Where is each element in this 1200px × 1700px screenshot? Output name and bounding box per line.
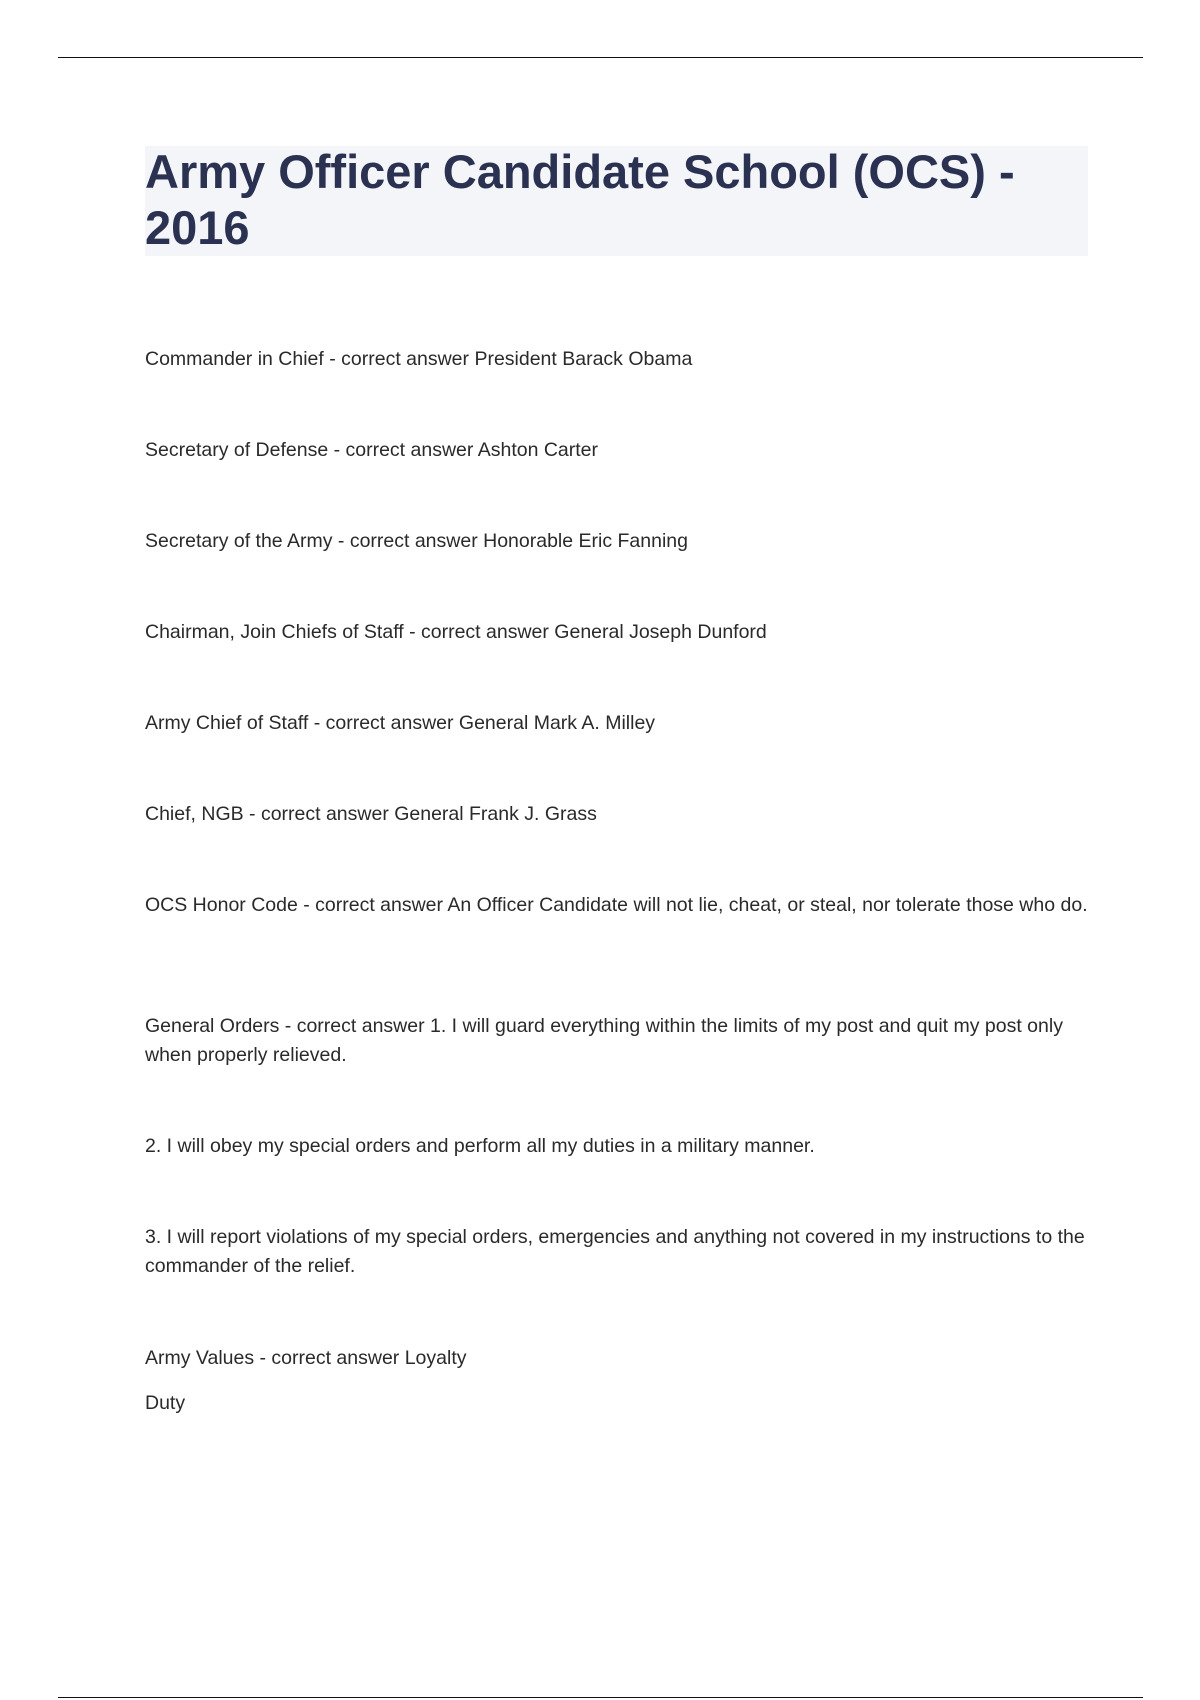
army-value-duty: Duty xyxy=(145,1392,186,1414)
qa-entry-army-values: Army Values - correct answer Loyalty xyxy=(145,1347,467,1369)
qa-entry-ocs-honor-code: OCS Honor Code - correct answer An Officer Candidate will not lie, cheat, or steal, nor tolerate those who do. xyxy=(145,894,1088,916)
qa-entry-secretary-of-the-army: Secretary of the Army - correct answer Honorable Eric Fanning xyxy=(145,530,688,552)
qa-entry-chief-ngb: Chief, NGB - correct answer General Frank J. Grass xyxy=(145,803,597,825)
document-title: Army Officer Candidate School (OCS) - 2016 xyxy=(145,145,1015,254)
general-order-2: 2. I will obey my special orders and perform all my duties in a military manner. xyxy=(145,1135,815,1157)
qa-entry-secretary-of-defense: Secretary of Defense - correct answer Ashton Carter xyxy=(145,439,599,461)
qa-entry-general-orders: General Orders - correct answer 1. I will guard everything within the limits of my post and quit my post only when properly relieved. xyxy=(145,1015,1063,1066)
general-order-3: 3. I will report violations of my special orders, emergencies and anything not covered in my instructions to the commander of the relief. xyxy=(145,1226,1085,1277)
qa-entry-commander-in-chief: Commander in Chief - correct answer President Barack Obama xyxy=(145,348,693,370)
qa-entry-chairman-jcs: Chairman, Join Chiefs of Staff - correct answer General Joseph Dunford xyxy=(145,621,767,643)
bottom-rule xyxy=(58,1697,1143,1698)
top-rule xyxy=(58,57,1143,58)
title-block xyxy=(145,146,1088,256)
qa-entry-army-chief-of-staff: Army Chief of Staff - correct answer General Mark A. Milley xyxy=(145,712,656,734)
